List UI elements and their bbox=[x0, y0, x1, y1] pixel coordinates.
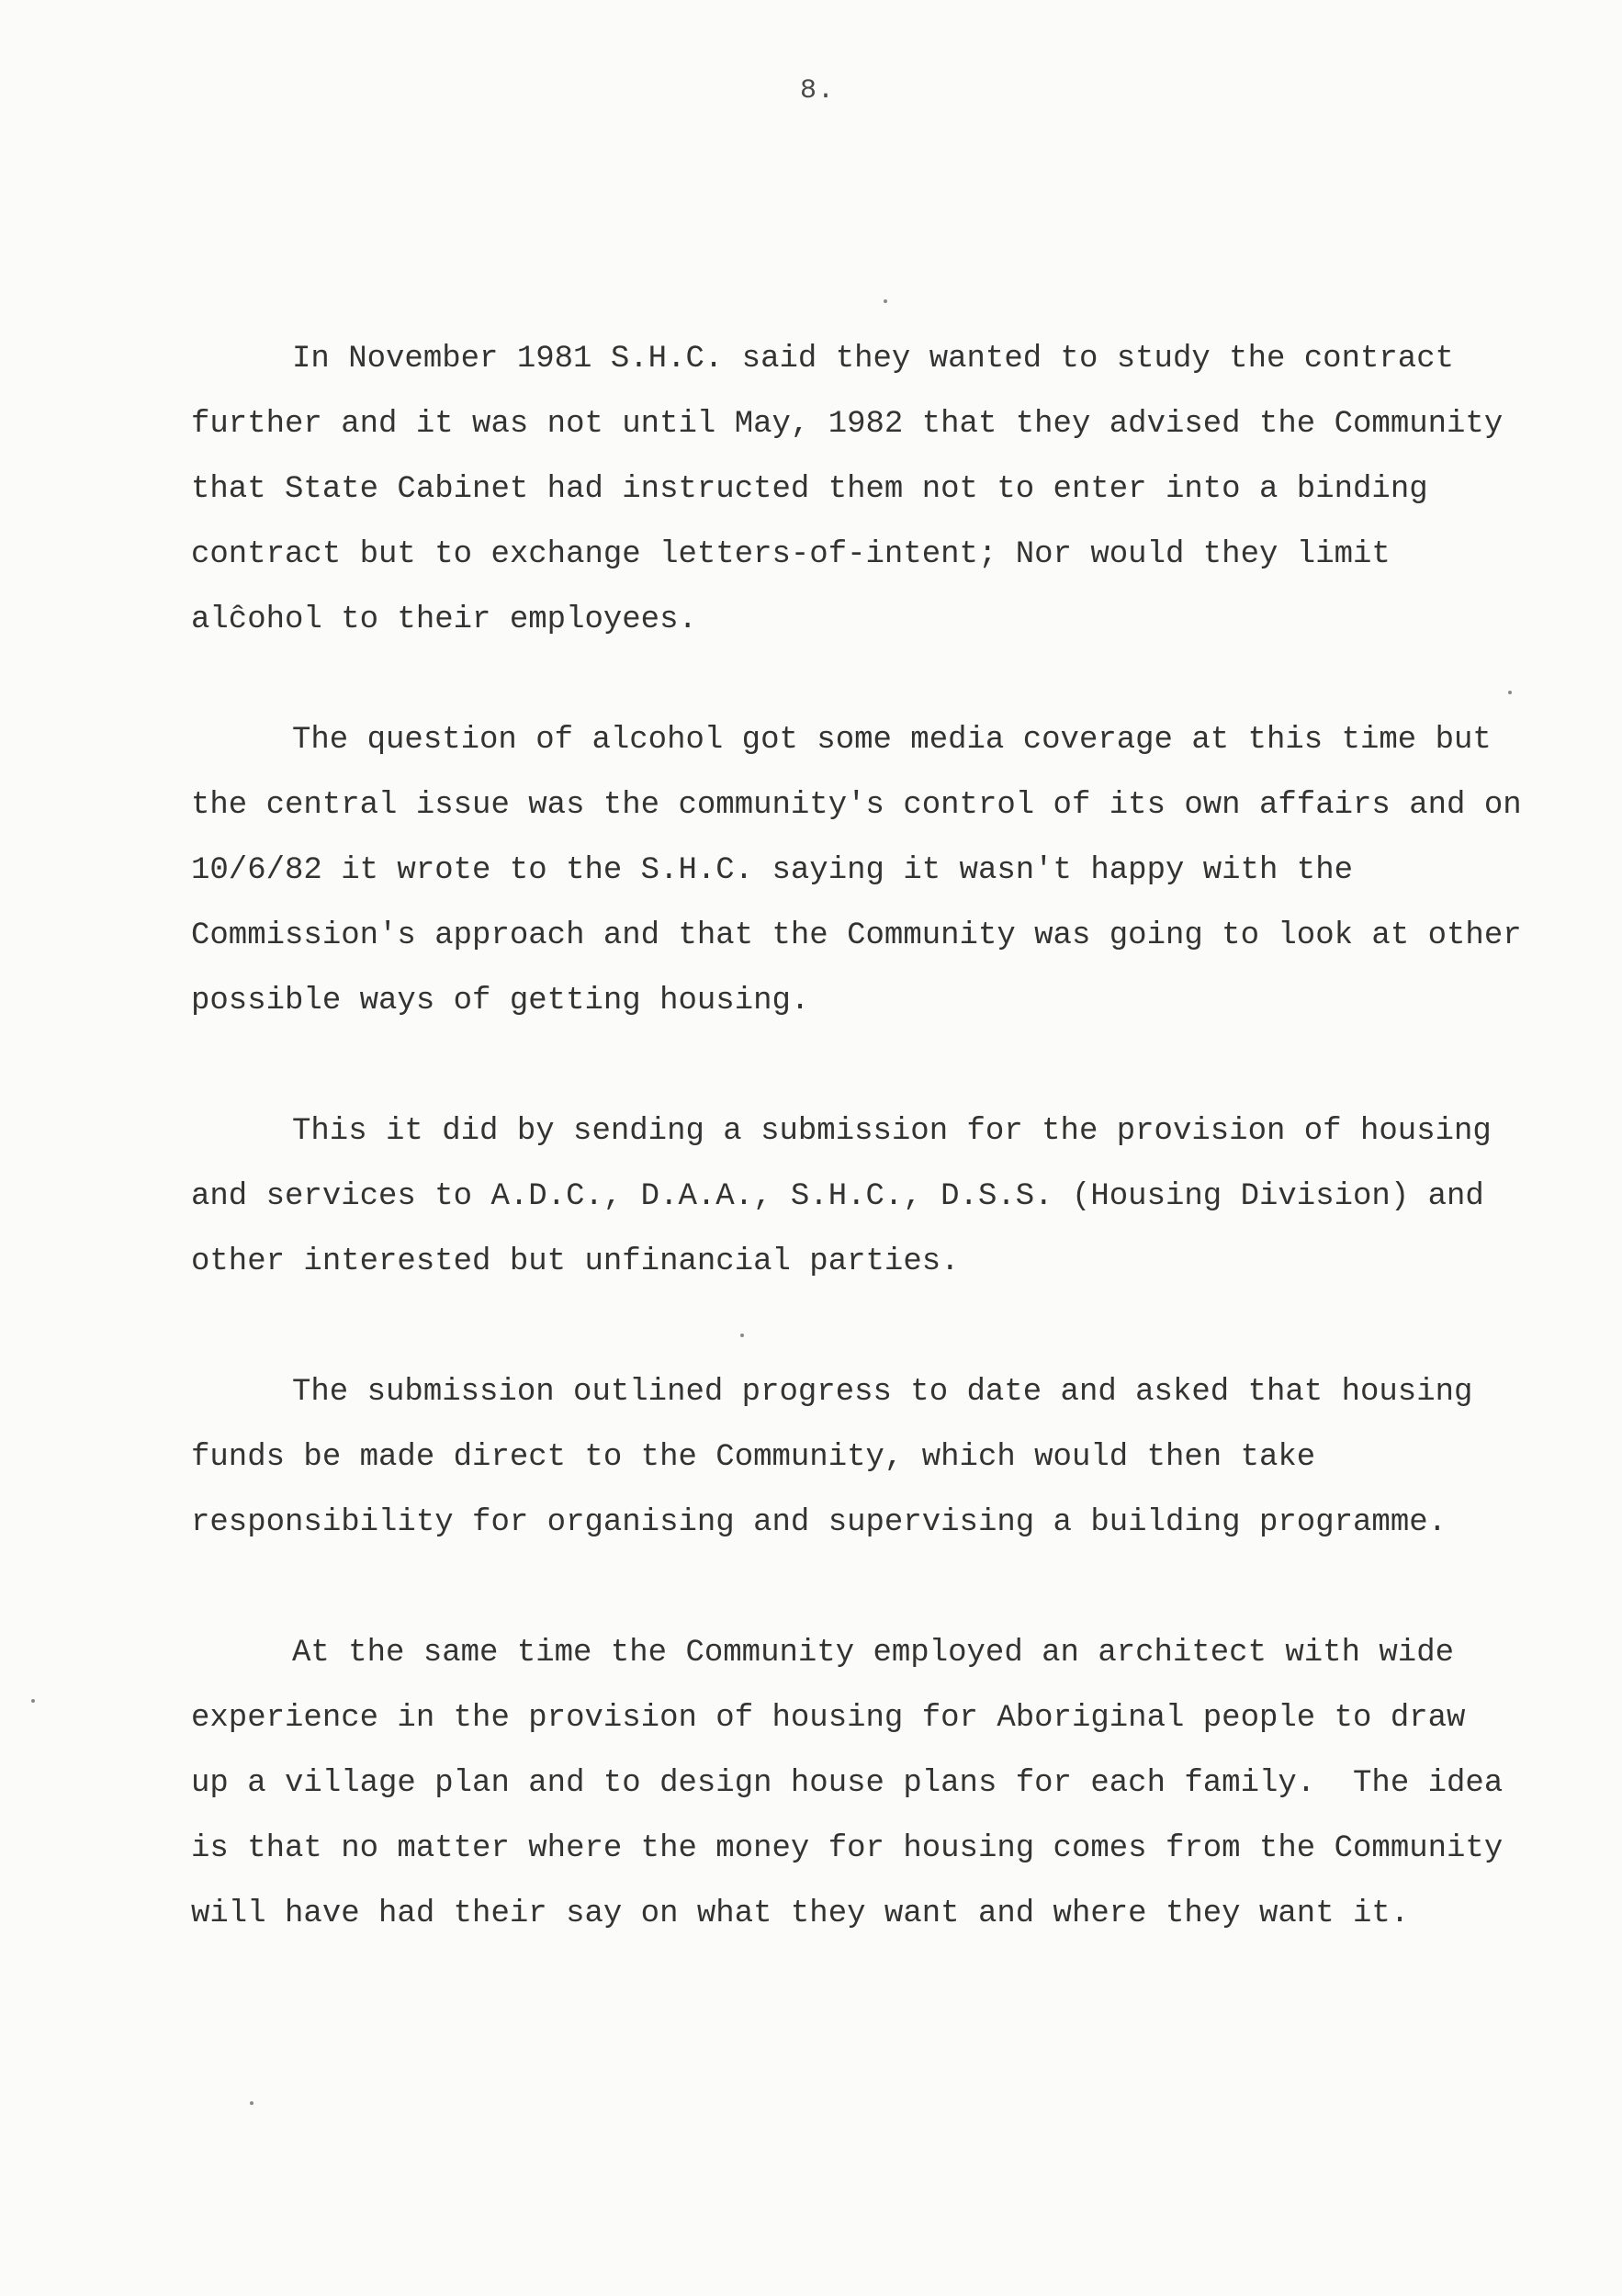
paragraph-3 bbox=[191, 1099, 1605, 1295]
text-line: 10/6/82 it wrote to the S.H.C. saying it wasn't happy with the bbox=[191, 853, 1354, 888]
text-line: possible ways of getting housing. bbox=[191, 984, 810, 1019]
text-line: At the same time the Community employed an architect with wide bbox=[292, 1636, 1455, 1671]
paragraph-gap bbox=[191, 653, 1605, 708]
text-line: This it did by sending a submission for the provision of housing bbox=[292, 1114, 1492, 1149]
text-line: further and it was not until May, 1982 that they advised the Community bbox=[191, 407, 1504, 442]
paper-speck bbox=[1508, 691, 1512, 694]
text-line: other interested but unfinancial parties. bbox=[191, 1244, 960, 1279]
text-line: The submission outlined progress to date and asked that housing bbox=[292, 1375, 1473, 1410]
paragraph-5 bbox=[191, 1621, 1605, 1947]
text-line: funds be made direct to the Community, which would then take bbox=[191, 1440, 1316, 1475]
text-line: In November 1981 S.H.C. said they wanted to study the contract bbox=[292, 342, 1455, 377]
paragraph-gap bbox=[191, 1034, 1605, 1099]
text-line: Commission's approach and that the Community was going to look at other bbox=[191, 918, 1522, 953]
paragraph-4 bbox=[191, 1360, 1605, 1556]
text-line: alĉohol to their employees. bbox=[191, 602, 697, 637]
paper-speck bbox=[740, 1334, 744, 1337]
text-line: contract but to exchange letters-of-intent; Nor would they limit bbox=[191, 537, 1391, 572]
body-text bbox=[191, 327, 1605, 1947]
text-line: is that no matter where the money for housing comes from the Community bbox=[191, 1831, 1504, 1866]
text-line: will have had their say on what they want and where they want it. bbox=[191, 1896, 1410, 1931]
paragraph-2 bbox=[191, 708, 1605, 1034]
text-line: and services to A.D.C., D.A.A., S.H.C., D.S.S. (Housing Division) and bbox=[191, 1179, 1484, 1214]
paragraph-gap bbox=[191, 1295, 1605, 1360]
text-line: that State Cabinet had instructed them not to enter into a binding bbox=[191, 472, 1428, 507]
paper-speck bbox=[884, 299, 887, 303]
text-line: The question of alcohol got some media coverage at this time but bbox=[292, 723, 1492, 758]
paragraph-gap bbox=[191, 1556, 1605, 1621]
paper-speck bbox=[250, 2101, 253, 2105]
paper-speck bbox=[31, 1699, 35, 1703]
paragraph-1 bbox=[191, 327, 1605, 653]
text-line: experience in the provision of housing for Aboriginal people to draw bbox=[191, 1701, 1466, 1736]
text-line: the central issue was the community's control of its own affairs and on bbox=[191, 788, 1522, 823]
page-number: 8. bbox=[799, 75, 835, 107]
text-line: up a village plan and to design house plans for each family. The idea bbox=[191, 1766, 1504, 1801]
text-line: responsibility for organising and supervising a building programme. bbox=[191, 1505, 1447, 1540]
